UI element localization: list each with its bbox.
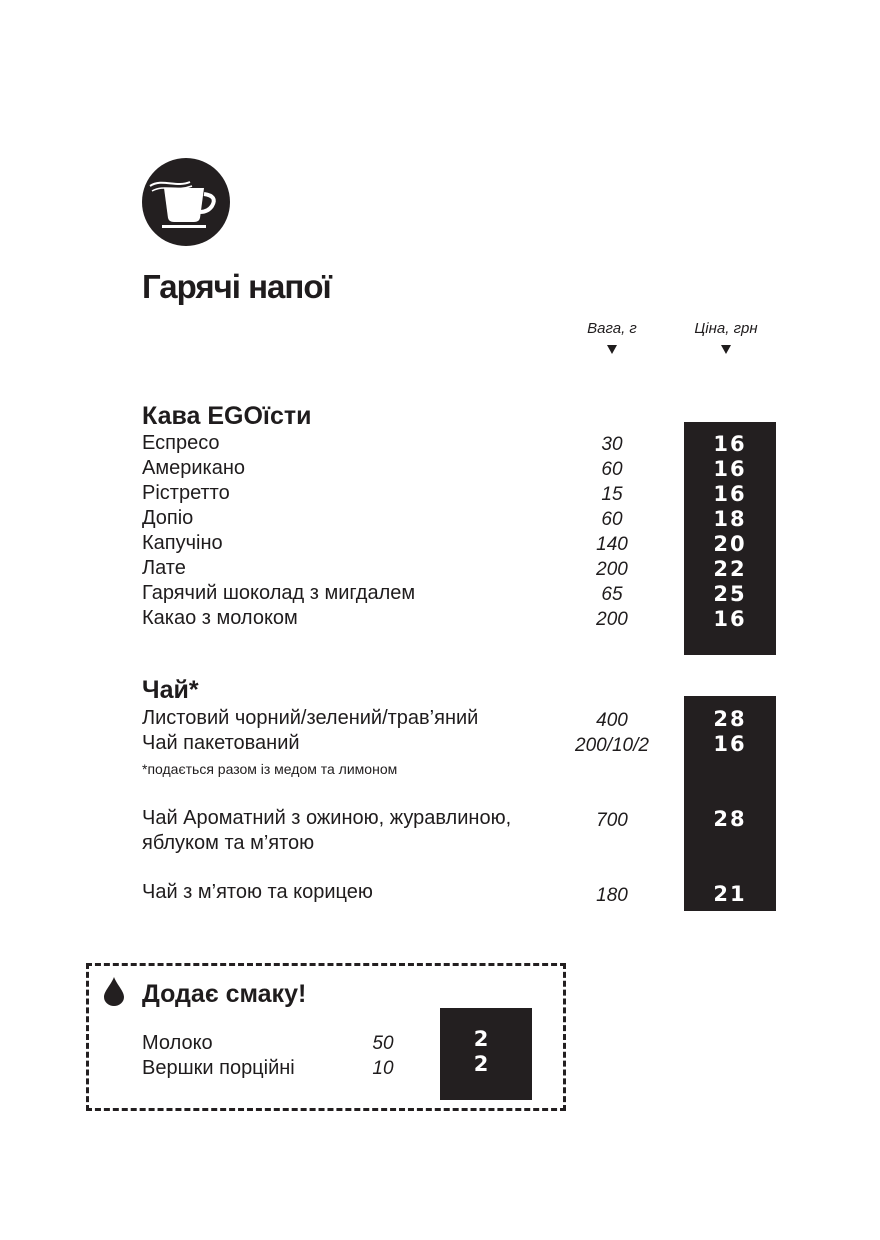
coffee-section-title: Кава EGOїсти	[142, 402, 312, 430]
addon-item-weight: 10	[372, 1058, 394, 1079]
coffee-item-price: 16	[713, 482, 747, 506]
coffee-item-weight: 140	[596, 534, 628, 555]
addon-item-name: Вершки порційні	[142, 1057, 295, 1079]
tea-mint-name: Чай з м’ятою та корицею	[142, 881, 373, 903]
tea-aromatic-name-line1: Чай Ароматний з ожиною, журавлиною,	[142, 807, 512, 829]
tea-mint-price: 21	[713, 882, 747, 906]
coffee-item-name: Еспресо	[142, 432, 220, 454]
weight-arrow-icon	[607, 345, 617, 354]
coffee-item-price: 16	[713, 607, 747, 631]
weight-column-header: Вага, г	[587, 320, 637, 337]
coffee-item-weight: 30	[601, 434, 623, 455]
addon-item-name: Молоко	[142, 1032, 213, 1054]
tea-item-price: 28	[713, 707, 747, 731]
tea-item-weight: 200/10/2	[575, 735, 649, 756]
page-title: Гарячі напої	[142, 268, 331, 305]
coffee-item-weight: 200	[596, 609, 628, 630]
tea-aromatic-price: 28	[713, 807, 747, 831]
drop-icon	[103, 976, 125, 1006]
coffee-item-name: Рістретто	[142, 482, 230, 504]
tea-mint-weight: 180	[596, 885, 628, 906]
coffee-item-weight: 60	[601, 509, 623, 530]
price-column-header: Ціна, грн	[694, 320, 758, 337]
coffee-cup-icon	[142, 158, 230, 246]
price-arrow-icon	[721, 345, 731, 354]
coffee-item-name: Какао з молоком	[142, 607, 298, 629]
coffee-item-weight: 60	[601, 459, 623, 480]
coffee-item-weight: 200	[596, 559, 628, 580]
tea-item-price: 16	[713, 732, 747, 756]
coffee-item-price: 20	[713, 532, 747, 556]
tea-item-weight: 400	[596, 710, 628, 731]
coffee-item-price: 25	[713, 582, 747, 606]
coffee-item-name: Капучіно	[142, 532, 223, 554]
coffee-item-price: 22	[713, 557, 747, 581]
coffee-item-price: 16	[713, 457, 747, 481]
coffee-item-name: Лате	[142, 557, 186, 579]
tea-item-name: Листовий чорний/зелений/трав’яний	[142, 707, 479, 729]
addon-item-weight: 50	[372, 1033, 394, 1054]
addon-item-price: 2	[473, 1052, 491, 1076]
coffee-item-price: 18	[713, 507, 747, 531]
coffee-item-weight: 15	[601, 484, 623, 505]
addon-item-price: 2	[473, 1027, 491, 1051]
coffee-item-name: Допіо	[142, 507, 194, 529]
tea-aromatic-weight: 700	[596, 810, 628, 831]
coffee-item-name: Гарячий шоколад з мигдалем	[142, 582, 416, 604]
coffee-item-weight: 65	[601, 584, 623, 605]
tea-note: *подається разом із медом та лимоном	[142, 761, 398, 777]
tea-aromatic-name-line2: яблуком та м’ятою	[142, 832, 315, 854]
coffee-item-name: Американо	[142, 457, 245, 479]
addons-title: Додає смаку!	[142, 980, 307, 1008]
coffee-item-price: 16	[713, 432, 747, 456]
tea-item-name: Чай пакетований	[142, 732, 300, 754]
tea-section-title: Чай*	[142, 676, 199, 704]
